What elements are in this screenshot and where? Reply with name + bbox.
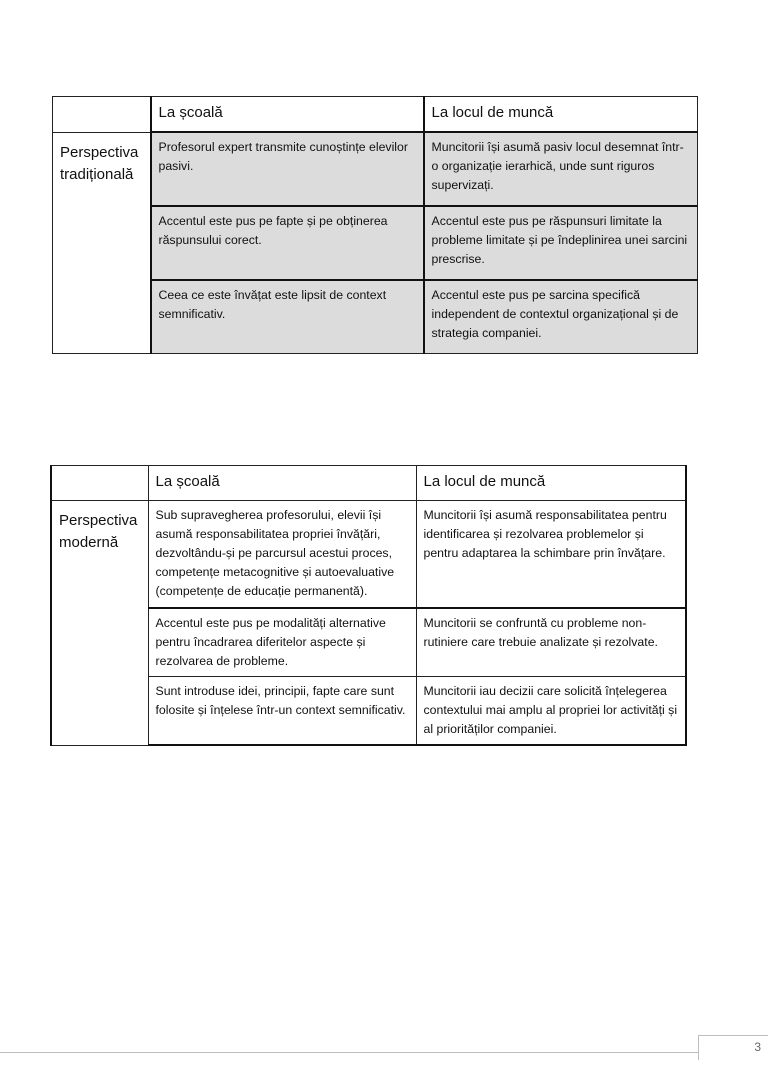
cell-school: Sub supravegherea profesorului, elevii își asumă responsabilitatea propriei învățări, dezvoltându-și pe parcursul acestui proces, competențe metacognitive și autoevaluative (competențe de educație permanentă).	[148, 501, 416, 609]
cell-workplace: Accentul este pus pe sarcina specifică independent de contextul organizațional și de strategia companiei.	[424, 280, 698, 354]
cell-school: Ceea ce este învățat este lipsit de context semnificativ.	[151, 280, 424, 354]
header-corner-cell	[51, 466, 148, 501]
cell-workplace: Accentul este pus pe răspunsuri limitate la probleme limitate și pe îndeplinirea unei sarcini prescrise.	[424, 206, 698, 280]
page-number: 3	[754, 1040, 761, 1054]
row-label-traditional: Perspectiva tradițională	[53, 132, 151, 354]
cell-school: Accentul este pus pe fapte și pe obținerea răspunsului corect.	[151, 206, 424, 280]
cell-school: Profesorul expert transmite cunoștințe elevilor pasivi.	[151, 132, 424, 206]
table-row	[51, 501, 686, 609]
footer-divider	[0, 1052, 698, 1053]
cell-school: Sunt introduse idei, principii, fapte care sunt folosite și înțelese într-un context semnificativ.	[148, 677, 416, 746]
cell-school: Accentul este pus pe modalități alternative pentru încadrarea diferitelor aspecte și rezolvarea de probleme.	[148, 608, 416, 677]
cell-workplace: Muncitorii își asumă pasiv locul desemnat într-o organizație ierarhică, unde sunt riguros supervizați.	[424, 132, 698, 206]
table-header-row	[51, 466, 686, 501]
table-row	[53, 132, 698, 206]
cell-workplace: Muncitorii se confruntă cu probleme non-rutiniere care trebuie analizate și rezolvate.	[416, 608, 686, 677]
header-school: La școală	[148, 466, 416, 501]
header-corner-cell	[53, 97, 151, 133]
traditional-perspective-table	[52, 96, 698, 354]
cell-workplace: Muncitorii își asumă responsabilitatea pentru identificarea și rezolvarea problemelor și pentru adaptarea la schimbare prin învățare.	[416, 501, 686, 609]
header-workplace: La locul de muncă	[416, 466, 686, 501]
header-school: La școală	[151, 97, 424, 133]
row-label-modern: Perspectiva modernă	[51, 501, 148, 746]
table-header-row	[53, 97, 698, 133]
page-number-box	[698, 1035, 768, 1060]
header-workplace: La locul de muncă	[424, 97, 698, 133]
modern-perspective-table	[50, 465, 687, 746]
cell-workplace: Muncitorii iau decizii care solicită înțelegerea contextului mai amplu al propriei lor activități și al priorităților companiei.	[416, 677, 686, 746]
